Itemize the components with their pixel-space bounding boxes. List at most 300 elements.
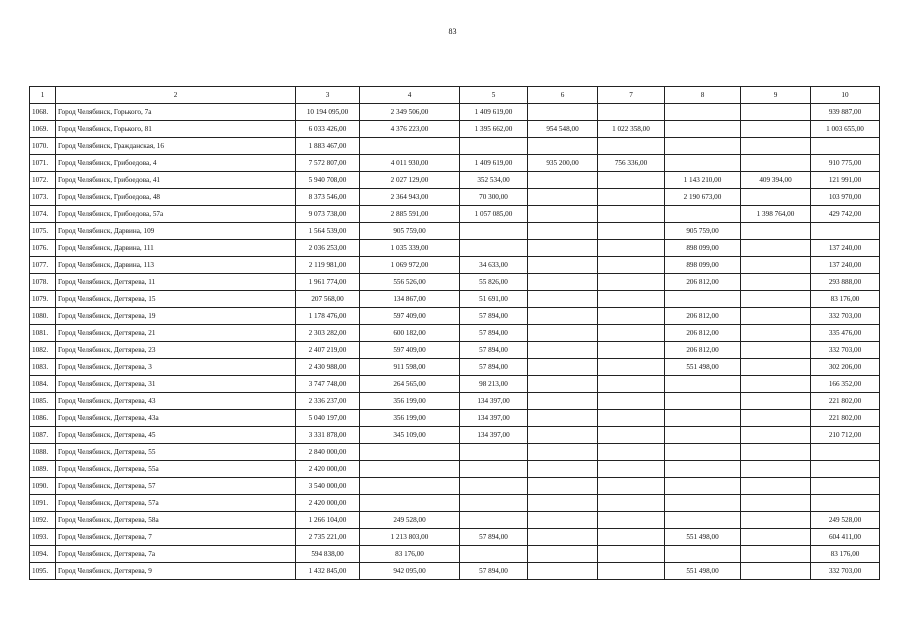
value-col-4-cell: 345 109,00: [360, 427, 460, 444]
value-col-3-cell: 1 178 476,00: [296, 308, 360, 325]
value-col-9-cell: [741, 155, 811, 172]
table-row: [30, 342, 880, 359]
value-col-7-cell: [598, 410, 665, 427]
value-col-9-cell: [741, 512, 811, 529]
value-col-7-cell: [598, 444, 665, 461]
column-header: 9: [741, 87, 811, 104]
address-cell: Город Челябинск, Дегтярева, 9: [56, 563, 296, 580]
value-col-4-cell: [360, 138, 460, 155]
row-number-cell: 1071.: [30, 155, 56, 172]
address-cell: Город Челябинск, Дегтярева, 45: [56, 427, 296, 444]
value-col-7-cell: [598, 376, 665, 393]
table-row: [30, 172, 880, 189]
value-col-7-cell: [598, 189, 665, 206]
value-col-6-cell: [528, 172, 598, 189]
value-col-8-cell: 2 190 673,00: [665, 189, 741, 206]
value-col-6-cell: [528, 427, 598, 444]
value-col-8-cell: [665, 410, 741, 427]
table-row: [30, 393, 880, 410]
table-body: [30, 104, 880, 580]
value-col-4-cell: 83 176,00: [360, 546, 460, 563]
value-col-4-cell: 4 376 223,00: [360, 121, 460, 138]
table-row: [30, 155, 880, 172]
address-cell: Город Челябинск, Грибоедова, 57а: [56, 206, 296, 223]
value-col-10-cell: 293 888,00: [811, 274, 880, 291]
value-col-10-cell: [811, 223, 880, 240]
value-col-4-cell: 556 526,00: [360, 274, 460, 291]
address-cell: Город Челябинск, Грибоедова, 48: [56, 189, 296, 206]
table-row: [30, 359, 880, 376]
value-col-6-cell: [528, 461, 598, 478]
value-col-6-cell: [528, 495, 598, 512]
column-header: 8: [665, 87, 741, 104]
value-col-8-cell: 551 498,00: [665, 563, 741, 580]
value-col-5-cell: 55 826,00: [460, 274, 528, 291]
value-col-9-cell: [741, 478, 811, 495]
value-col-3-cell: 3 747 748,00: [296, 376, 360, 393]
value-col-5-cell: 57 894,00: [460, 308, 528, 325]
row-number-cell: 1082.: [30, 342, 56, 359]
value-col-7-cell: [598, 172, 665, 189]
value-col-10-cell: 910 775,00: [811, 155, 880, 172]
column-header: 10: [811, 87, 880, 104]
value-col-7-cell: [598, 257, 665, 274]
value-col-6-cell: [528, 529, 598, 546]
value-col-9-cell: [741, 342, 811, 359]
value-col-8-cell: [665, 512, 741, 529]
value-col-10-cell: 137 240,00: [811, 240, 880, 257]
value-col-8-cell: 905 759,00: [665, 223, 741, 240]
value-col-5-cell: 134 397,00: [460, 410, 528, 427]
value-col-7-cell: [598, 359, 665, 376]
row-number-cell: 1094.: [30, 546, 56, 563]
value-col-10-cell: [811, 478, 880, 495]
value-col-9-cell: 409 394,00: [741, 172, 811, 189]
value-col-6-cell: [528, 138, 598, 155]
value-col-9-cell: [741, 495, 811, 512]
value-col-10-cell: 939 887,00: [811, 104, 880, 121]
table-row: [30, 461, 880, 478]
value-col-3-cell: 5 040 197,00: [296, 410, 360, 427]
value-col-3-cell: 2 036 253,00: [296, 240, 360, 257]
table-row: [30, 257, 880, 274]
column-number-row: [30, 87, 880, 104]
value-col-8-cell: 1 143 210,00: [665, 172, 741, 189]
row-number-cell: 1092.: [30, 512, 56, 529]
value-col-3-cell: 2 840 000,00: [296, 444, 360, 461]
table-row: [30, 444, 880, 461]
address-cell: Город Челябинск, Горького, 81: [56, 121, 296, 138]
value-col-9-cell: [741, 223, 811, 240]
value-col-6-cell: [528, 359, 598, 376]
value-col-7-cell: [598, 546, 665, 563]
value-col-8-cell: [665, 155, 741, 172]
value-col-6-cell: [528, 240, 598, 257]
table-row: [30, 138, 880, 155]
value-col-9-cell: [741, 410, 811, 427]
value-col-10-cell: 103 970,00: [811, 189, 880, 206]
value-col-6-cell: 935 200,00: [528, 155, 598, 172]
value-col-3-cell: 207 568,00: [296, 291, 360, 308]
value-col-6-cell: [528, 223, 598, 240]
row-number-cell: 1073.: [30, 189, 56, 206]
table-row: [30, 495, 880, 512]
value-col-4-cell: [360, 444, 460, 461]
value-col-8-cell: [665, 478, 741, 495]
value-col-3-cell: 2 407 219,00: [296, 342, 360, 359]
value-col-3-cell: 8 373 546,00: [296, 189, 360, 206]
row-number-cell: 1091.: [30, 495, 56, 512]
table-row: [30, 325, 880, 342]
value-col-10-cell: 137 240,00: [811, 257, 880, 274]
row-number-cell: 1077.: [30, 257, 56, 274]
value-col-7-cell: [598, 427, 665, 444]
value-col-5-cell: [460, 478, 528, 495]
value-col-9-cell: [741, 274, 811, 291]
value-col-8-cell: [665, 376, 741, 393]
row-number-cell: 1086.: [30, 410, 56, 427]
value-col-7-cell: [598, 291, 665, 308]
value-col-10-cell: 302 206,00: [811, 359, 880, 376]
value-col-8-cell: [665, 546, 741, 563]
value-col-10-cell: 121 991,00: [811, 172, 880, 189]
value-col-3-cell: 2 420 000,00: [296, 495, 360, 512]
address-cell: Город Челябинск, Дарвина, 113: [56, 257, 296, 274]
value-col-3-cell: 6 033 426,00: [296, 121, 360, 138]
table-row: [30, 529, 880, 546]
address-cell: Город Челябинск, Дегтярева, 31: [56, 376, 296, 393]
value-col-4-cell: [360, 495, 460, 512]
value-col-3-cell: 2 430 988,00: [296, 359, 360, 376]
value-col-3-cell: 9 073 738,00: [296, 206, 360, 223]
value-col-6-cell: [528, 563, 598, 580]
value-col-3-cell: 2 735 221,00: [296, 529, 360, 546]
address-cell: Город Челябинск, Дегтярева, 19: [56, 308, 296, 325]
row-number-cell: 1085.: [30, 393, 56, 410]
row-number-cell: 1076.: [30, 240, 56, 257]
value-col-4-cell: [360, 478, 460, 495]
value-col-8-cell: [665, 461, 741, 478]
value-col-10-cell: 166 352,00: [811, 376, 880, 393]
row-number-cell: 1087.: [30, 427, 56, 444]
value-col-6-cell: [528, 546, 598, 563]
row-number-cell: 1093.: [30, 529, 56, 546]
table-row: [30, 121, 880, 138]
value-col-3-cell: 5 940 708,00: [296, 172, 360, 189]
value-col-10-cell: 332 703,00: [811, 308, 880, 325]
value-col-5-cell: [460, 461, 528, 478]
value-col-6-cell: [528, 274, 598, 291]
value-col-7-cell: [598, 223, 665, 240]
value-col-5-cell: 57 894,00: [460, 563, 528, 580]
value-col-9-cell: [741, 529, 811, 546]
row-number-cell: 1083.: [30, 359, 56, 376]
value-col-10-cell: 604 411,00: [811, 529, 880, 546]
row-number-cell: 1078.: [30, 274, 56, 291]
table-row: [30, 104, 880, 121]
table-row: [30, 546, 880, 563]
column-header: 7: [598, 87, 665, 104]
value-col-3-cell: 10 194 095,00: [296, 104, 360, 121]
value-col-10-cell: 210 712,00: [811, 427, 880, 444]
value-col-4-cell: 4 011 930,00: [360, 155, 460, 172]
value-col-9-cell: [741, 461, 811, 478]
value-col-9-cell: 1 398 764,00: [741, 206, 811, 223]
value-col-9-cell: [741, 291, 811, 308]
value-col-8-cell: 551 498,00: [665, 359, 741, 376]
value-col-5-cell: 57 894,00: [460, 529, 528, 546]
value-col-6-cell: [528, 325, 598, 342]
value-col-3-cell: 1 564 539,00: [296, 223, 360, 240]
value-col-9-cell: [741, 325, 811, 342]
value-col-5-cell: 352 534,00: [460, 172, 528, 189]
value-col-10-cell: 83 176,00: [811, 546, 880, 563]
value-col-8-cell: 551 498,00: [665, 529, 741, 546]
address-cell: Город Челябинск, Дарвина, 109: [56, 223, 296, 240]
value-col-3-cell: 2 303 282,00: [296, 325, 360, 342]
address-cell: Город Челябинск, Дарвина, 111: [56, 240, 296, 257]
value-col-9-cell: [741, 240, 811, 257]
value-col-3-cell: 7 572 807,00: [296, 155, 360, 172]
value-col-8-cell: [665, 291, 741, 308]
row-number-cell: 1068.: [30, 104, 56, 121]
value-col-6-cell: [528, 206, 598, 223]
value-col-5-cell: 57 894,00: [460, 325, 528, 342]
value-col-8-cell: 206 812,00: [665, 274, 741, 291]
value-col-10-cell: 83 176,00: [811, 291, 880, 308]
value-col-8-cell: [665, 138, 741, 155]
value-col-7-cell: [598, 104, 665, 121]
column-header: 6: [528, 87, 598, 104]
value-col-10-cell: 1 003 655,00: [811, 121, 880, 138]
value-col-3-cell: 1 266 104,00: [296, 512, 360, 529]
value-col-7-cell: [598, 138, 665, 155]
value-col-9-cell: [741, 427, 811, 444]
value-col-10-cell: 332 703,00: [811, 342, 880, 359]
table-row: [30, 410, 880, 427]
value-col-3-cell: 3 540 000,00: [296, 478, 360, 495]
value-col-6-cell: [528, 376, 598, 393]
value-col-7-cell: [598, 563, 665, 580]
address-cell: Город Челябинск, Горького, 7а: [56, 104, 296, 121]
value-col-4-cell: 249 528,00: [360, 512, 460, 529]
value-col-5-cell: 1 409 619,00: [460, 104, 528, 121]
table-row: [30, 189, 880, 206]
value-col-5-cell: 57 894,00: [460, 342, 528, 359]
value-col-4-cell: 2 349 506,00: [360, 104, 460, 121]
value-col-6-cell: [528, 444, 598, 461]
value-col-5-cell: [460, 223, 528, 240]
value-col-9-cell: [741, 546, 811, 563]
value-col-10-cell: 249 528,00: [811, 512, 880, 529]
value-col-5-cell: [460, 444, 528, 461]
value-col-7-cell: [598, 240, 665, 257]
value-col-9-cell: [741, 359, 811, 376]
value-col-3-cell: 594 838,00: [296, 546, 360, 563]
value-col-4-cell: 1 213 803,00: [360, 529, 460, 546]
value-col-5-cell: [460, 512, 528, 529]
address-cell: Город Челябинск, Дегтярева, 21: [56, 325, 296, 342]
value-col-4-cell: 597 409,00: [360, 342, 460, 359]
value-col-9-cell: [741, 257, 811, 274]
row-number-cell: 1089.: [30, 461, 56, 478]
row-number-cell: 1074.: [30, 206, 56, 223]
value-col-9-cell: [741, 376, 811, 393]
address-cell: Город Челябинск, Дегтярева, 55: [56, 444, 296, 461]
value-col-4-cell: 2 027 129,00: [360, 172, 460, 189]
value-col-10-cell: [811, 444, 880, 461]
address-cell: Город Челябинск, Дегтярева, 7а: [56, 546, 296, 563]
value-col-4-cell: 356 199,00: [360, 410, 460, 427]
value-col-8-cell: [665, 444, 741, 461]
value-col-9-cell: [741, 189, 811, 206]
value-col-3-cell: 2 420 000,00: [296, 461, 360, 478]
table-row: [30, 223, 880, 240]
row-number-cell: 1070.: [30, 138, 56, 155]
value-col-3-cell: 1 883 467,00: [296, 138, 360, 155]
registry-table: [29, 86, 880, 580]
value-col-5-cell: 1 409 619,00: [460, 155, 528, 172]
value-col-5-cell: 98 213,00: [460, 376, 528, 393]
value-col-8-cell: [665, 104, 741, 121]
value-col-9-cell: [741, 104, 811, 121]
value-col-10-cell: 221 802,00: [811, 393, 880, 410]
value-col-6-cell: [528, 291, 598, 308]
table-row: [30, 274, 880, 291]
value-col-6-cell: [528, 342, 598, 359]
value-col-8-cell: 206 812,00: [665, 325, 741, 342]
value-col-4-cell: 2 364 943,00: [360, 189, 460, 206]
row-number-cell: 1088.: [30, 444, 56, 461]
address-cell: Город Челябинск, Дегтярева, 3: [56, 359, 296, 376]
value-col-8-cell: 206 812,00: [665, 342, 741, 359]
value-col-5-cell: 51 691,00: [460, 291, 528, 308]
column-header: 1: [30, 87, 56, 104]
value-col-7-cell: [598, 461, 665, 478]
value-col-9-cell: [741, 138, 811, 155]
value-col-4-cell: 597 409,00: [360, 308, 460, 325]
value-col-3-cell: 2 119 981,00: [296, 257, 360, 274]
value-col-7-cell: [598, 342, 665, 359]
value-col-8-cell: [665, 121, 741, 138]
value-col-6-cell: [528, 393, 598, 410]
value-col-3-cell: 2 336 237,00: [296, 393, 360, 410]
address-cell: Город Челябинск, Дегтярева, 43а: [56, 410, 296, 427]
value-col-9-cell: [741, 121, 811, 138]
value-col-7-cell: [598, 495, 665, 512]
value-col-5-cell: 34 633,00: [460, 257, 528, 274]
value-col-3-cell: 3 331 878,00: [296, 427, 360, 444]
row-number-cell: 1069.: [30, 121, 56, 138]
row-number-cell: 1084.: [30, 376, 56, 393]
value-col-10-cell: [811, 495, 880, 512]
value-col-9-cell: [741, 308, 811, 325]
address-cell: Город Челябинск, Дегтярева, 15: [56, 291, 296, 308]
value-col-4-cell: 905 759,00: [360, 223, 460, 240]
value-col-5-cell: [460, 495, 528, 512]
value-col-6-cell: [528, 189, 598, 206]
value-col-7-cell: [598, 206, 665, 223]
value-col-8-cell: [665, 393, 741, 410]
value-col-10-cell: 221 802,00: [811, 410, 880, 427]
value-col-8-cell: [665, 206, 741, 223]
value-col-10-cell: [811, 461, 880, 478]
address-cell: Город Челябинск, Дегтярева, 7: [56, 529, 296, 546]
value-col-9-cell: [741, 563, 811, 580]
value-col-4-cell: 1 069 972,00: [360, 257, 460, 274]
value-col-8-cell: 898 099,00: [665, 240, 741, 257]
table-row: [30, 308, 880, 325]
value-col-6-cell: [528, 478, 598, 495]
value-col-4-cell: 1 035 339,00: [360, 240, 460, 257]
row-number-cell: 1075.: [30, 223, 56, 240]
value-col-4-cell: 356 199,00: [360, 393, 460, 410]
address-cell: Город Челябинск, Дегтярева, 55а: [56, 461, 296, 478]
value-col-7-cell: [598, 478, 665, 495]
address-cell: Город Челябинск, Дегтярева, 43: [56, 393, 296, 410]
value-col-8-cell: 898 099,00: [665, 257, 741, 274]
value-col-5-cell: [460, 138, 528, 155]
address-cell: Город Челябинск, Дегтярева, 11: [56, 274, 296, 291]
page-number: 83: [448, 27, 457, 36]
value-col-5-cell: [460, 546, 528, 563]
value-col-4-cell: 134 867,00: [360, 291, 460, 308]
value-col-10-cell: 332 703,00: [811, 563, 880, 580]
table-row: [30, 376, 880, 393]
value-col-8-cell: [665, 427, 741, 444]
value-col-9-cell: [741, 393, 811, 410]
value-col-5-cell: 1 057 085,00: [460, 206, 528, 223]
value-col-4-cell: 942 095,00: [360, 563, 460, 580]
address-cell: Город Челябинск, Дегтярева, 57: [56, 478, 296, 495]
value-col-7-cell: [598, 308, 665, 325]
column-header: 5: [460, 87, 528, 104]
value-col-3-cell: 1 961 774,00: [296, 274, 360, 291]
value-col-6-cell: [528, 410, 598, 427]
value-col-5-cell: 134 397,00: [460, 393, 528, 410]
address-cell: Город Челябинск, Дегтярева, 23: [56, 342, 296, 359]
value-col-7-cell: 1 022 358,00: [598, 121, 665, 138]
address-cell: Город Челябинск, Грибоедова, 4: [56, 155, 296, 172]
value-col-5-cell: 70 300,00: [460, 189, 528, 206]
value-col-7-cell: [598, 512, 665, 529]
value-col-8-cell: [665, 495, 741, 512]
value-col-4-cell: 2 885 591,00: [360, 206, 460, 223]
value-col-8-cell: 206 812,00: [665, 308, 741, 325]
table-row: [30, 512, 880, 529]
value-col-6-cell: 954 548,00: [528, 121, 598, 138]
value-col-5-cell: 57 894,00: [460, 359, 528, 376]
column-header: 3: [296, 87, 360, 104]
value-col-4-cell: 264 565,00: [360, 376, 460, 393]
value-col-6-cell: [528, 308, 598, 325]
value-col-7-cell: [598, 393, 665, 410]
address-cell: Город Челябинск, Гражданская, 16: [56, 138, 296, 155]
value-col-4-cell: 600 182,00: [360, 325, 460, 342]
row-number-cell: 1090.: [30, 478, 56, 495]
table-row: [30, 240, 880, 257]
table-row: [30, 206, 880, 223]
value-col-5-cell: 1 395 662,00: [460, 121, 528, 138]
table-row: [30, 478, 880, 495]
value-col-7-cell: [598, 529, 665, 546]
row-number-cell: 1095.: [30, 563, 56, 580]
row-number-cell: 1072.: [30, 172, 56, 189]
row-number-cell: 1080.: [30, 308, 56, 325]
table-row: [30, 291, 880, 308]
value-col-4-cell: 911 598,00: [360, 359, 460, 376]
address-cell: Город Челябинск, Дегтярева, 57а: [56, 495, 296, 512]
